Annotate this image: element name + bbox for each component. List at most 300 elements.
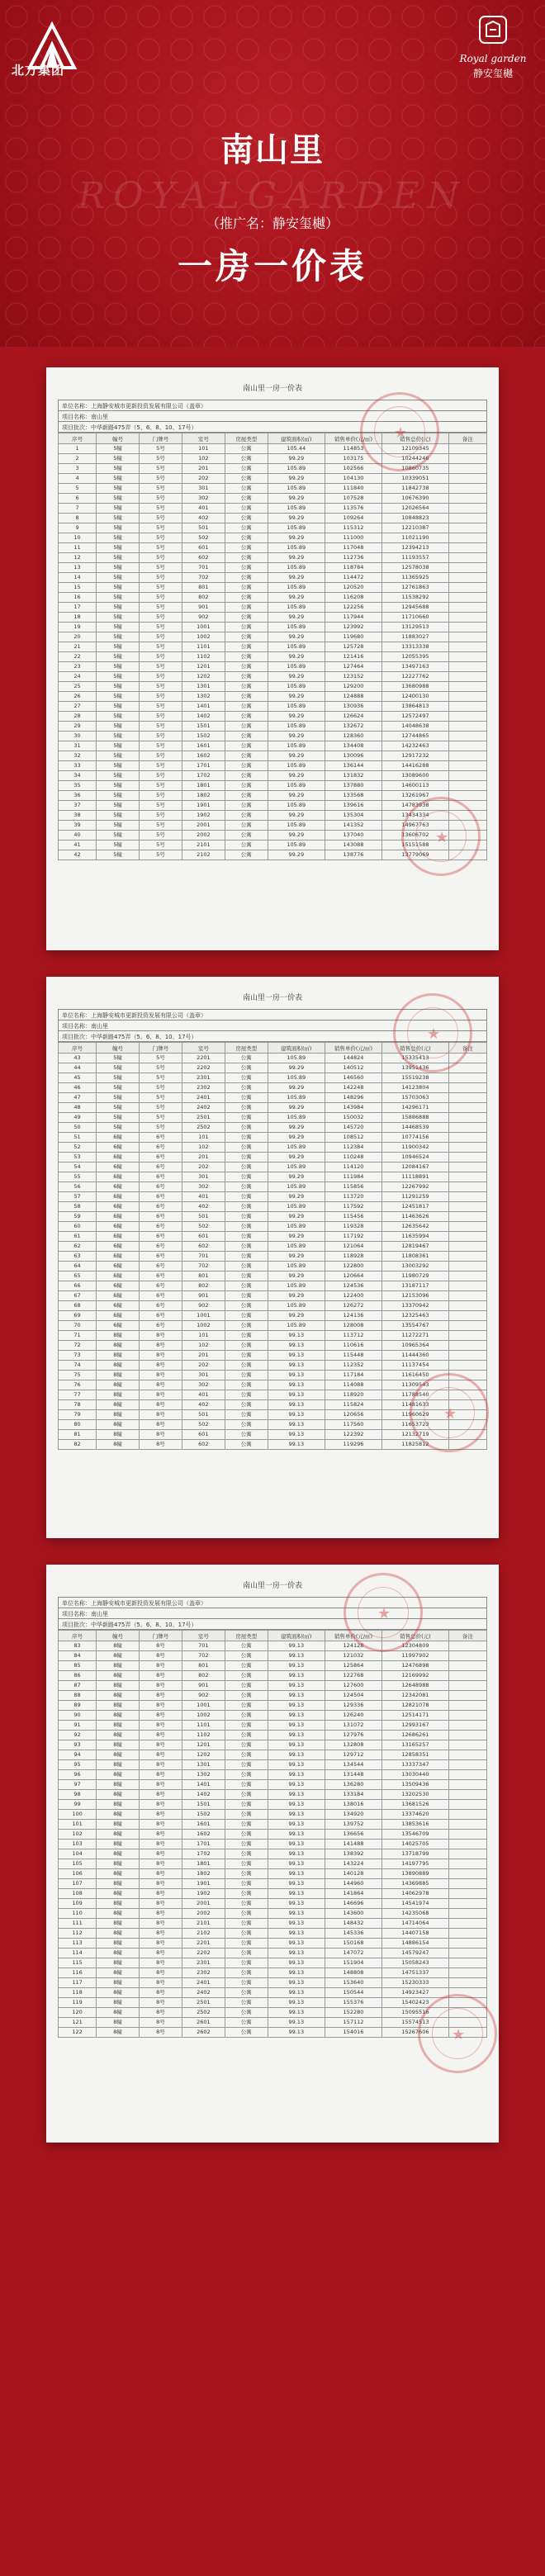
table-cell: 8幢 (97, 1701, 140, 1711)
table-cell: 公寓 (225, 1361, 268, 1371)
table-cell: 5号 (140, 722, 182, 732)
table-cell: 5幢 (97, 494, 140, 504)
table-cell: 8号 (140, 1361, 182, 1371)
table-cell: 93 (59, 1740, 97, 1750)
table-cell: 21 (59, 642, 97, 652)
table-cell: 143600 (325, 1909, 382, 1919)
table-cell: 802 (182, 1281, 225, 1291)
table-row (59, 1153, 487, 1163)
table-cell: 公寓 (225, 1083, 268, 1093)
table-cell: 123152 (325, 672, 382, 682)
table-row (59, 662, 487, 672)
table-cell: 152280 (325, 2008, 382, 2018)
table-row (59, 1780, 487, 1790)
table-cell (448, 632, 486, 642)
table-cell: 138016 (325, 1800, 382, 1810)
table-cell (448, 1830, 486, 1840)
table-cell: 105.89 (268, 682, 325, 692)
table-cell: 14416288 (382, 761, 449, 771)
table-cell: 115824 (325, 1400, 382, 1410)
table-row (59, 1301, 487, 1311)
table-cell: 11365925 (382, 573, 449, 583)
table-cell: 601 (182, 1232, 225, 1242)
table-row (59, 1242, 487, 1252)
table-cell: 2401 (182, 1978, 225, 1988)
table-cell: 117192 (325, 1232, 382, 1242)
document-title: 南山里一房一价表 (242, 1582, 302, 1590)
table-cell: 99.29 (268, 850, 325, 860)
table-cell: 13864813 (382, 702, 449, 712)
table-cell (448, 771, 486, 781)
table-cell: 1301 (182, 1760, 225, 1770)
table-cell: 99.13 (268, 1929, 325, 1939)
table-cell: 11883027 (382, 632, 449, 642)
table-cell: 145336 (325, 1929, 382, 1939)
table-cell: 公寓 (225, 1341, 268, 1351)
table-cell: 1301 (182, 682, 225, 692)
table-cell: 1002 (182, 1321, 225, 1331)
column-header: 销售单价(元/㎡) (325, 1043, 382, 1054)
table-cell (448, 623, 486, 632)
table-cell: 1602 (182, 751, 225, 761)
table-cell: 39 (59, 821, 97, 831)
table-cell: 131832 (325, 771, 382, 781)
table-cell: 5号 (140, 761, 182, 771)
table-cell: 公寓 (225, 722, 268, 732)
table-cell: 99.13 (268, 1351, 325, 1361)
table-cell (448, 801, 486, 811)
table-cell: 14025705 (382, 1840, 449, 1849)
column-header: 幢号 (97, 1631, 140, 1641)
table-cell: 105.89 (268, 741, 325, 751)
table-cell: 136144 (325, 761, 382, 771)
table-cell: 902 (182, 1301, 225, 1311)
table-cell: 8幢 (97, 1661, 140, 1671)
table-cell: 5号 (140, 1123, 182, 1133)
table-cell: 公寓 (225, 573, 268, 583)
table-cell (448, 1731, 486, 1740)
table-cell: 12 (59, 553, 97, 563)
table-cell (448, 1859, 486, 1869)
table-cell: 105.89 (268, 1054, 325, 1063)
table-cell: 138392 (325, 1849, 382, 1859)
table-cell (448, 504, 486, 514)
table-cell: 公寓 (225, 1929, 268, 1939)
star-icon: ★ (427, 1025, 441, 1043)
table-row (59, 494, 487, 504)
table-cell: 99.13 (268, 1750, 325, 1760)
table-cell: 501 (182, 1410, 225, 1420)
table-cell: 公寓 (225, 732, 268, 741)
table-cell: 99.13 (268, 1800, 325, 1810)
table-cell: 公寓 (225, 1780, 268, 1790)
table-cell: 5号 (140, 1083, 182, 1093)
table-cell: 99.29 (268, 613, 325, 623)
table-cell (448, 1113, 486, 1123)
table-cell: 15230333 (382, 1978, 449, 1988)
table-row (59, 791, 487, 801)
table-cell: 5号 (140, 771, 182, 781)
table-cell: 99.13 (268, 1380, 325, 1390)
table-cell: 5号 (140, 573, 182, 583)
table-row (59, 1661, 487, 1671)
table-cell: 105.89 (268, 801, 325, 811)
table-row (59, 1800, 487, 1810)
table-cell: 1101 (182, 642, 225, 652)
table-cell: 130096 (325, 751, 382, 761)
table-cell: 公寓 (225, 523, 268, 533)
table-cell: 99.13 (268, 1889, 325, 1899)
group-name: 北方集团 (12, 63, 65, 78)
table-cell: 6幢 (97, 1321, 140, 1331)
page-subtitle: 一房一价表 (177, 246, 367, 286)
table-cell: 13089600 (382, 771, 449, 781)
table-cell: 5幢 (97, 444, 140, 454)
table-cell: 1002 (182, 1711, 225, 1721)
table-cell: 129200 (325, 682, 382, 692)
table-cell: 5幢 (97, 474, 140, 484)
table-cell: 12026564 (382, 504, 449, 514)
table-cell: 2301 (182, 1958, 225, 1968)
table-cell: 12132719 (382, 1430, 449, 1440)
star-icon: ★ (377, 1605, 391, 1622)
table-cell: 10244246 (382, 454, 449, 464)
table-row (59, 702, 487, 712)
table-cell: 5幢 (97, 1073, 140, 1083)
table-cell: 146560 (325, 1073, 382, 1083)
table-cell (448, 652, 486, 662)
promo-name: （推广名：静安玺樾） (206, 215, 339, 231)
table-row (59, 1430, 487, 1440)
table-cell: 15519238 (382, 1073, 449, 1083)
table-cell: 99.29 (268, 751, 325, 761)
table-cell: 8幢 (97, 1351, 140, 1361)
table-cell: 6幢 (97, 1262, 140, 1271)
table-cell: 1702 (182, 1849, 225, 1859)
table-cell: 10 (59, 533, 97, 543)
table-row (59, 1222, 487, 1232)
table-cell: 99.29 (268, 791, 325, 801)
table-cell: 14886154 (382, 1939, 449, 1949)
table-cell: 5号 (140, 791, 182, 801)
table-row (59, 2008, 487, 2018)
table-cell: 14062978 (382, 1889, 449, 1899)
table-row (59, 1740, 487, 1750)
table-cell: 13890889 (382, 1869, 449, 1879)
table-row (59, 1681, 487, 1691)
table-cell: 120656 (325, 1410, 382, 1420)
table-cell (448, 1641, 486, 1651)
column-header: 销售总价(元) (382, 1631, 449, 1641)
table-cell: 12514171 (382, 1711, 449, 1721)
table-cell: 99.29 (268, 632, 325, 642)
table-cell: 105.89 (268, 523, 325, 533)
table-row (59, 1790, 487, 1800)
meta-developer: 单位名称：上海静安城市更新投资发展有限公司（盖章） (59, 1598, 486, 1608)
table-cell: 12169992 (382, 1671, 449, 1681)
table-cell: 99.13 (268, 1780, 325, 1790)
table-cell: 公寓 (225, 1103, 268, 1113)
table-cell (448, 1790, 486, 1800)
table-row (59, 801, 487, 811)
table-cell: 99.13 (268, 1711, 325, 1721)
table-cell: 103175 (325, 454, 382, 464)
table-cell: 2001 (182, 821, 225, 831)
table-cell: 5幢 (97, 593, 140, 603)
table-cell: 5 (59, 484, 97, 494)
table-cell: 12210387 (382, 523, 449, 533)
table-cell: 802 (182, 1671, 225, 1681)
table-row (59, 1083, 487, 1093)
table-cell: 301 (182, 1371, 225, 1380)
table-cell (448, 672, 486, 682)
column-header: 建筑面积(㎡) (268, 1631, 325, 1641)
table-cell: 5号 (140, 1103, 182, 1113)
table-cell: 151904 (325, 1958, 382, 1968)
table-cell: 802 (182, 593, 225, 603)
table-cell: 5幢 (97, 692, 140, 702)
table-cell: 74 (59, 1361, 97, 1371)
table-cell: 公寓 (225, 2018, 268, 2028)
table-cell: 8幢 (97, 1721, 140, 1731)
table-cell: 88 (59, 1691, 97, 1701)
column-header: 房屋类型 (225, 433, 268, 444)
table-row (59, 593, 487, 603)
table-cell: 2302 (182, 1968, 225, 1978)
table-row (59, 692, 487, 702)
table-cell (448, 702, 486, 712)
table-cell: 8幢 (97, 1410, 140, 1420)
table-cell (448, 514, 486, 523)
table-cell: 15267606 (382, 2028, 449, 2038)
table-cell: 99.13 (268, 1371, 325, 1380)
table-cell: 公寓 (225, 712, 268, 722)
table-cell: 14235068 (382, 1909, 449, 1919)
table-cell: 13606702 (382, 831, 449, 841)
table-cell: 8号 (140, 1909, 182, 1919)
table-cell: 118920 (325, 1390, 382, 1400)
table-cell: 401 (182, 1390, 225, 1400)
table-cell: 69 (59, 1311, 97, 1321)
table-cell: 公寓 (225, 1840, 268, 1849)
table-cell: 124504 (325, 1691, 382, 1701)
table-cell: 65 (59, 1271, 97, 1281)
table-cell: 99.13 (268, 2008, 325, 2018)
table-cell: 32 (59, 751, 97, 761)
table-cell: 5号 (140, 1113, 182, 1123)
table-cell: 99.13 (268, 1420, 325, 1430)
table-cell: 2601 (182, 2018, 225, 2028)
table-cell: 99.29 (268, 732, 325, 741)
table-cell (448, 732, 486, 741)
table-row (59, 841, 487, 850)
table-cell: 124888 (325, 692, 382, 702)
meta-project: 项目名称：南山里 (59, 411, 486, 422)
table-cell: 8号 (140, 1859, 182, 1869)
table-cell: 公寓 (225, 1671, 268, 1681)
table-cell: 131448 (325, 1770, 382, 1780)
table-row (59, 1172, 487, 1182)
table-cell (448, 613, 486, 623)
table-cell: 107 (59, 1879, 97, 1889)
table-cell: 8幢 (97, 1830, 140, 1840)
table-cell: 公寓 (225, 1172, 268, 1182)
table-row (59, 623, 487, 632)
table-cell (448, 1153, 486, 1163)
table-cell: 8号 (140, 1371, 182, 1380)
table-cell: 801 (182, 583, 225, 593)
table-row (59, 1321, 487, 1331)
table-cell (448, 543, 486, 553)
table-cell (448, 1202, 486, 1212)
table-cell: 6幢 (97, 1202, 140, 1212)
table-cell: 5幢 (97, 563, 140, 573)
table-cell: 公寓 (225, 1242, 268, 1252)
table-cell (448, 1800, 486, 1810)
table-cell: 117944 (325, 613, 382, 623)
table-cell: 8幢 (97, 1750, 140, 1760)
table-cell: 129712 (325, 1750, 382, 1760)
table-cell: 30 (59, 732, 97, 741)
table-cell: 105.89 (268, 821, 325, 831)
table-cell: 8幢 (97, 1859, 140, 1869)
table-cell: 148432 (325, 1919, 382, 1929)
table-cell: 公寓 (225, 1440, 268, 1450)
table-cell: 8幢 (97, 1760, 140, 1770)
meta-batch: 项目批次：中华新路475弄（5、6、8、10、17号） (59, 1619, 486, 1630)
table-cell: 6号 (140, 1281, 182, 1291)
table-cell (448, 1978, 486, 1988)
table-cell: 公寓 (225, 1849, 268, 1859)
table-cell: 117 (59, 1978, 97, 1988)
table-cell: 99.29 (268, 1252, 325, 1262)
table-cell: 13434334 (382, 811, 449, 821)
table-cell: 109 (59, 1899, 97, 1909)
table-cell: 14600113 (382, 781, 449, 791)
table-cell: 8幢 (97, 1958, 140, 1968)
table-cell: 10848823 (382, 514, 449, 523)
table-cell: 6号 (140, 1321, 182, 1331)
table-cell: 8幢 (97, 1869, 140, 1879)
table-cell: 5幢 (97, 523, 140, 533)
table-cell: 122392 (325, 1430, 382, 1440)
table-row (59, 781, 487, 791)
table-cell: 8号 (140, 1711, 182, 1721)
brand-seal-icon (476, 13, 509, 46)
table-cell (448, 1919, 486, 1929)
table-cell: 105.89 (268, 484, 325, 494)
table-cell (448, 1054, 486, 1063)
table-cell: 121416 (325, 652, 382, 662)
table-cell (448, 593, 486, 603)
table-cell: 1202 (182, 672, 225, 682)
table-cell: 8号 (140, 1671, 182, 1681)
table-cell: 12821078 (382, 1701, 449, 1711)
table-cell: 8幢 (97, 1740, 140, 1750)
table-cell: 公寓 (225, 1889, 268, 1899)
table-cell: 2401 (182, 1093, 225, 1103)
table-cell: 99.29 (268, 553, 325, 563)
table-cell: 6幢 (97, 1172, 140, 1182)
table-row (59, 1889, 487, 1899)
table-cell: 11900342 (382, 1143, 449, 1153)
table-cell: 11997902 (382, 1651, 449, 1661)
table-cell: 5号 (140, 613, 182, 623)
table-cell: 71 (59, 1331, 97, 1341)
table-cell: 8号 (140, 1701, 182, 1711)
table-cell: 99.13 (268, 1731, 325, 1740)
table-cell: 公寓 (225, 1331, 268, 1341)
table-cell: 14751337 (382, 1968, 449, 1978)
table-cell: 78 (59, 1400, 97, 1410)
table-cell: 8号 (140, 1958, 182, 1968)
table-cell (448, 1212, 486, 1222)
table-cell: 80 (59, 1420, 97, 1430)
watermark-title-en: ROYALGARDEN (78, 175, 467, 217)
table-cell: 12304809 (382, 1641, 449, 1651)
table-cell: 1902 (182, 811, 225, 821)
table-cell: 145720 (325, 1123, 382, 1133)
table-cell (448, 1232, 486, 1242)
table-cell: 6幢 (97, 1291, 140, 1301)
column-header: 备注 (448, 433, 486, 444)
table-cell: 702 (182, 1262, 225, 1271)
table-cell: 115856 (325, 1182, 382, 1192)
table-cell: 公寓 (225, 821, 268, 831)
table-cell: 99.13 (268, 1430, 325, 1440)
table-cell: 1201 (182, 1740, 225, 1750)
table-cell: 2502 (182, 1123, 225, 1133)
table-cell: 8幢 (97, 2018, 140, 2028)
table-cell: 8号 (140, 1681, 182, 1691)
table-cell: 126272 (325, 1301, 382, 1311)
table-cell: 6号 (140, 1163, 182, 1172)
table-cell: 8号 (140, 1978, 182, 1988)
table-cell: 5号 (140, 484, 182, 494)
table-cell: 2502 (182, 2008, 225, 2018)
table-cell: 公寓 (225, 1262, 268, 1271)
column-header: 销售总价(元) (382, 1043, 449, 1054)
table-cell: 13003292 (382, 1262, 449, 1271)
table-cell: 99.13 (268, 1988, 325, 1998)
table-cell: 5幢 (97, 613, 140, 623)
table-cell: 153640 (325, 1978, 382, 1988)
table-cell: 公寓 (225, 672, 268, 682)
table-cell: 128008 (325, 1321, 382, 1331)
table-cell: 公寓 (225, 583, 268, 593)
table-cell: 140128 (325, 1869, 382, 1879)
table-cell (448, 1301, 486, 1311)
table-cell: 12153096 (382, 1291, 449, 1301)
table-cell: 132808 (325, 1740, 382, 1750)
table-cell: 99.13 (268, 1899, 325, 1909)
table-cell: 8号 (140, 1440, 182, 1450)
table-row (59, 652, 487, 662)
table-cell: 102 (182, 454, 225, 464)
table-cell: 99.13 (268, 1998, 325, 2008)
table-cell: 105.89 (268, 1242, 325, 1252)
table-cell: 15574513 (382, 2018, 449, 2028)
document-title: 南山里一房一价表 (242, 385, 302, 393)
table-cell: 公寓 (225, 1281, 268, 1291)
table-cell: 5号 (140, 841, 182, 850)
table-cell: 105.89 (268, 841, 325, 850)
table-cell: 8幢 (97, 1849, 140, 1859)
table-cell: 8幢 (97, 1840, 140, 1849)
meta-developer: 单位名称：上海静安城市更新投资发展有限公司（盖章） (59, 1010, 486, 1020)
table-row (59, 1849, 487, 1859)
table-cell: 113576 (325, 504, 382, 514)
